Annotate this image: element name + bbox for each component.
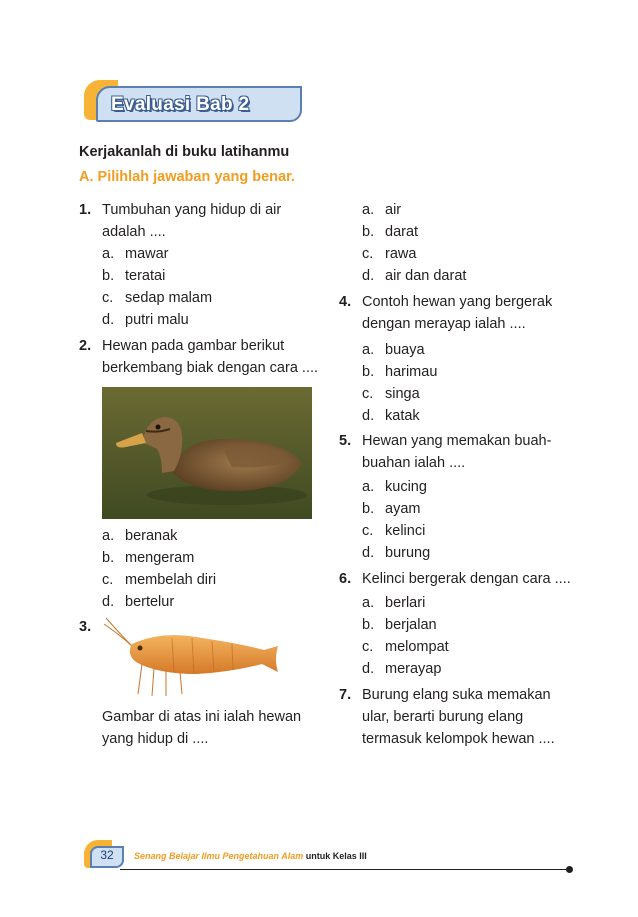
q3-option-text: rawa <box>385 246 417 262</box>
q3-option-letter: d. <box>362 268 375 284</box>
q4-option-letter: a. <box>362 342 375 358</box>
q3-number: 3. <box>79 619 92 635</box>
q4-option-letter: b. <box>362 364 375 380</box>
q3-text: Gambar di atas ini ialah hewan <box>102 709 302 725</box>
q5-option-text: ayam <box>385 501 421 517</box>
q4-option-text: harimau <box>385 364 438 380</box>
duck-image <box>102 387 312 519</box>
q2-option-text: bertelur <box>125 594 175 610</box>
footer-book-title <box>134 851 367 861</box>
chapter-title: Evaluasi Bab 2 <box>111 94 250 115</box>
shrimp-image <box>102 616 280 698</box>
q2-number: 2. <box>79 338 92 354</box>
q1-option-letter: d. <box>102 312 115 328</box>
shrimp-illustration <box>102 616 280 698</box>
q5-option-letter: b. <box>362 501 375 517</box>
q6-option-letter: c. <box>362 639 374 655</box>
q1-number: 1. <box>79 202 92 218</box>
q2-text: Hewan pada gambar berikut <box>102 338 285 354</box>
q6-option-text: merayap <box>385 661 442 677</box>
q5-number: 5. <box>339 433 352 449</box>
q6-text: Kelinci bergerak dengan cara .... <box>362 571 571 587</box>
q4-number: 4. <box>339 294 352 310</box>
q5-option-letter: c. <box>362 523 374 539</box>
q6-option-text: berlari <box>385 595 426 611</box>
q4-option-letter: d. <box>362 408 375 424</box>
q4-text: dengan merayap ialah .... <box>362 316 526 332</box>
q7-text: Burung elang suka memakan <box>362 687 551 703</box>
q6-option-text: berjalan <box>385 617 437 633</box>
q1-text: adalah .... <box>102 224 166 240</box>
q2-option-letter: c. <box>102 572 114 588</box>
q4-option-text: buaya <box>385 342 425 358</box>
q3-option-letter: b. <box>362 224 375 240</box>
q3-option-text: darat <box>385 224 419 240</box>
q7-number: 7. <box>339 687 352 703</box>
q7-text: ular, berarti burung elang <box>362 709 524 725</box>
q5-text: Hewan yang memakan buah- <box>362 433 552 449</box>
q3-option-letter: a. <box>362 202 375 218</box>
q1-option-letter: b. <box>102 268 115 284</box>
book-suffix: untuk Kelas III <box>303 851 367 861</box>
q1-option-letter: a. <box>102 246 115 262</box>
q5-option-letter: d. <box>362 545 375 561</box>
q3-option-text: air <box>385 202 402 218</box>
q3-text: yang hidup di .... <box>102 731 209 747</box>
q2-option-text: beranak <box>125 528 178 544</box>
q4-text: Contoh hewan yang bergerak <box>362 294 553 310</box>
q5-option-text: kucing <box>385 479 427 495</box>
q5-text: buahan ialah .... <box>362 455 466 471</box>
q6-option-text: melompat <box>385 639 449 655</box>
q5-option-text: burung <box>385 545 431 561</box>
q2-option-text: membelah diri <box>125 572 217 588</box>
q6-option-letter: b. <box>362 617 375 633</box>
q1-text: Tumbuhan yang hidup di air <box>102 202 282 218</box>
page-number: 32 <box>100 848 114 862</box>
duck-illustration <box>102 387 312 519</box>
q4-option-letter: c. <box>362 386 374 402</box>
q2-text: berkembang biak dengan cara .... <box>102 360 319 376</box>
q2-option-letter: b. <box>102 550 115 566</box>
q2-option-text: mengeram <box>125 550 195 566</box>
q1-option-text: mawar <box>125 246 169 262</box>
q3-option-letter: c. <box>362 246 374 262</box>
q4-option-text: katak <box>385 408 420 424</box>
q3-option-text: air dan darat <box>385 268 467 284</box>
q2-option-letter: a. <box>102 528 115 544</box>
instruction-text: Kerjakanlah di buku latihanmu <box>79 144 290 160</box>
q6-option-letter: a. <box>362 595 375 611</box>
q1-option-text: putri malu <box>125 312 189 328</box>
q2-option-letter: d. <box>102 594 115 610</box>
q6-option-letter: d. <box>362 661 375 677</box>
q1-option-text: sedap malam <box>125 290 213 306</box>
section-heading: A. Pilihlah jawaban yang benar. <box>79 169 295 185</box>
q7-text: termasuk kelompok hewan .... <box>362 731 555 747</box>
q5-option-text: kelinci <box>385 523 426 539</box>
q4-option-text: singa <box>385 386 420 402</box>
q5-option-letter: a. <box>362 479 375 495</box>
footer-dot <box>566 866 573 873</box>
book-title: Senang Belajar Ilmu Pengetahuan Alam <box>134 851 304 861</box>
q1-option-letter: c. <box>102 290 114 306</box>
footer-rule <box>120 869 570 870</box>
q6-number: 6. <box>339 571 352 587</box>
q1-option-text: teratai <box>125 268 166 284</box>
